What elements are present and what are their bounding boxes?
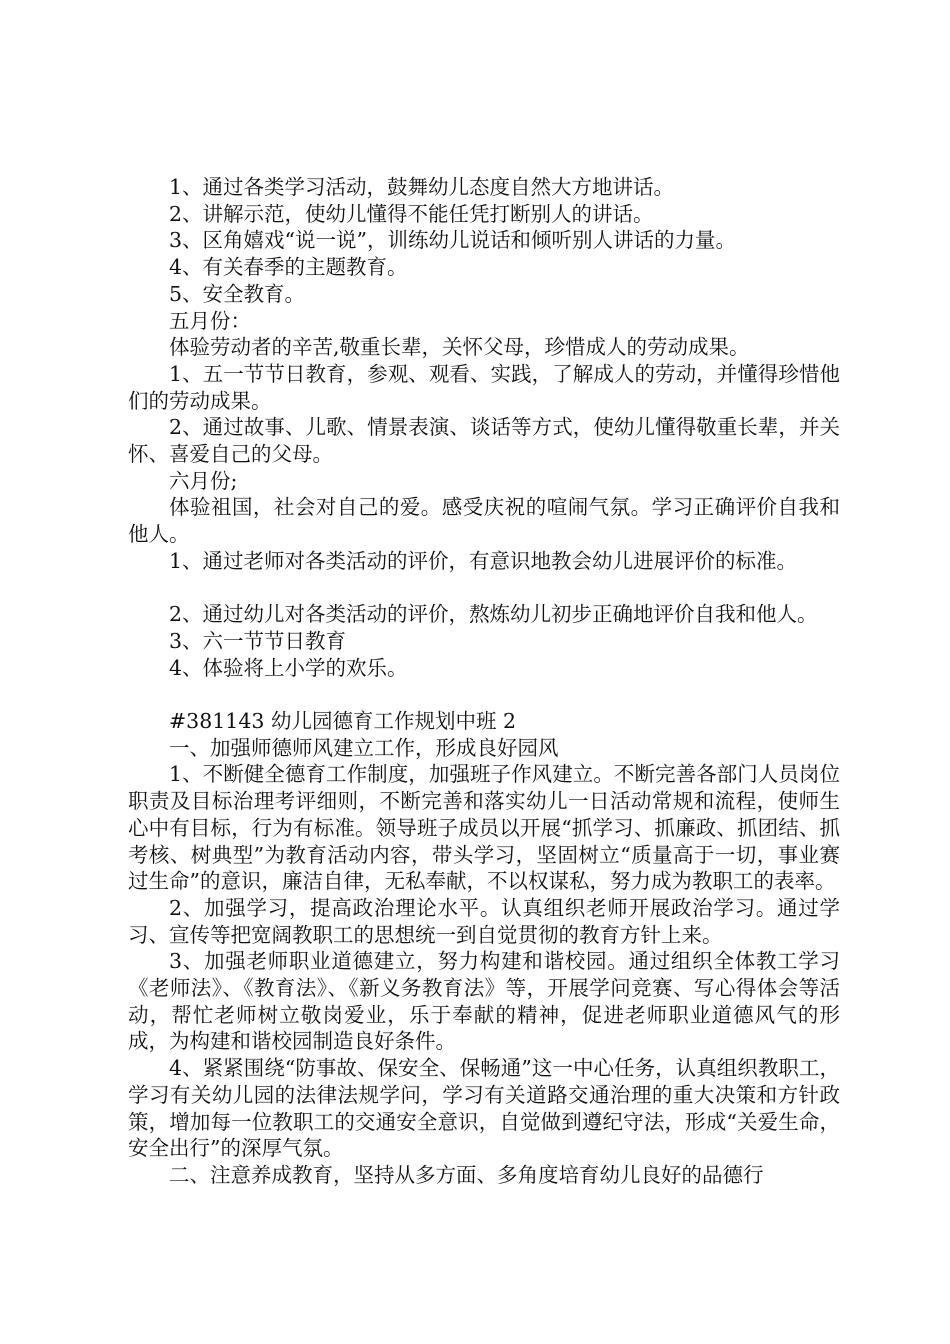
paragraph-spring-theme: 4、有关春季的主题教育。 bbox=[169, 255, 408, 280]
paragraph-corner-game: 3、区角嬉戏“说一说”，训练幼儿说话和倾听别人讲话的力量。 bbox=[169, 228, 737, 253]
section-paragraph-3: 3、加强老师职业道德建立，努力构建和谐校园。通过组织全体教工学习《老师法》、《教育法》、《新义务教育法》等，开展学问竞赛、写心得体会等活动，帮忙老师树立敬岗爱业，乐于奉献的精神，促进老师职业道德风气的形成，为构建和谐校园制造良好条件。 bbox=[128, 949, 840, 1054]
section-paragraph-4: 4、紧紧围绕“防事故、保安全、保畅通”这一中心任务，认真组织教职工，学习有关幼儿园的法律法规学问，学习有关道路交通治理的重大决策和方针政策，增加每一位教职工的交通安全意识，自觉做到遵纪守法，形成“关爱生命，安全出行”的深厚气氛。 bbox=[128, 1056, 840, 1161]
paragraph-june-item-3: 3、六一节节日教育 bbox=[169, 628, 347, 653]
paragraph-june-goal: 体验祖国，社会对自己的爱。感受庆祝的喧闹气氛。学习正确评价自我和他人。 bbox=[128, 495, 840, 547]
paragraph-speaking-activities: 1、通过各类学习活动，鼓舞幼儿态度自然大方地讲话。 bbox=[169, 175, 675, 199]
section-paragraph-1: 1、不断健全德育工作制度，加强班子作风建立。不断完善各部门人员岗位职责及目标治理考评细则，不断完善和落实幼儿一日活动常规和流程，使师生心中有目标，行为有标准。领导班子成员以开展“抓学习、抓廉政、抓团结、抓考核、树典型”为教育活动内容，带头学习，坚固树立“质量高于一切，事业赛过生命”的意识，廉洁自律，无私奉献，不以权谋私，努力成为教职工的表率。 bbox=[128, 762, 840, 894]
paragraph-june-item-1: 1、通过老师对各类活动的评价，有意识地教会幼儿进展评价的标准。 bbox=[169, 548, 798, 573]
paragraph-demonstration: 2、讲解示范，使幼儿懂得不能任凭打断别人的讲话。 bbox=[169, 201, 654, 226]
heading-may: 五月份： bbox=[169, 308, 251, 333]
heading-june: 六月份; bbox=[169, 468, 238, 493]
paragraph-may-item-2: 2、通过故事、儿歌、情景表演、谈话等方式，使幼儿懂得敬重长辈，并关怀、喜爱自己的父母。 bbox=[128, 415, 840, 467]
paragraph-june-item-2: 2、通过幼儿对各类活动的评价，熬炼幼儿初步正确地评价自我和他人。 bbox=[169, 602, 818, 627]
paragraph-may-item-1: 1、五一节节日教育，参观、观看、实践，了解成人的劳动，并懂得珍惜他们的劳动成果。 bbox=[128, 361, 840, 413]
document-page bbox=[128, 174, 840, 1189]
paragraph-safety-education: 5、安全教育。 bbox=[169, 281, 306, 306]
paragraph-may-goal: 体验劳动者的辛苦,敬重长辈，关怀父母，珍惜成人的劳动成果。 bbox=[169, 335, 750, 360]
section-paragraph-2: 2、加强学习，提高政治理论水平。认真组织老师开展政治学习。通过学习、宣传等把宽阔教职工的思想统一到自觉贯彻的教育方针上来。 bbox=[128, 895, 840, 947]
section-heading-1: 一、加强师德师风建立工作，形成良好园风 bbox=[169, 735, 559, 760]
section-title: #381143 幼儿园德育工作规划中班 2 bbox=[169, 709, 517, 734]
section-heading-2: 二、注意养成教育，坚持从多方面、多角度培育幼儿良好的品德行 bbox=[169, 1162, 764, 1187]
paragraph-june-item-4: 4、体验将上小学的欢乐。 bbox=[169, 655, 408, 680]
